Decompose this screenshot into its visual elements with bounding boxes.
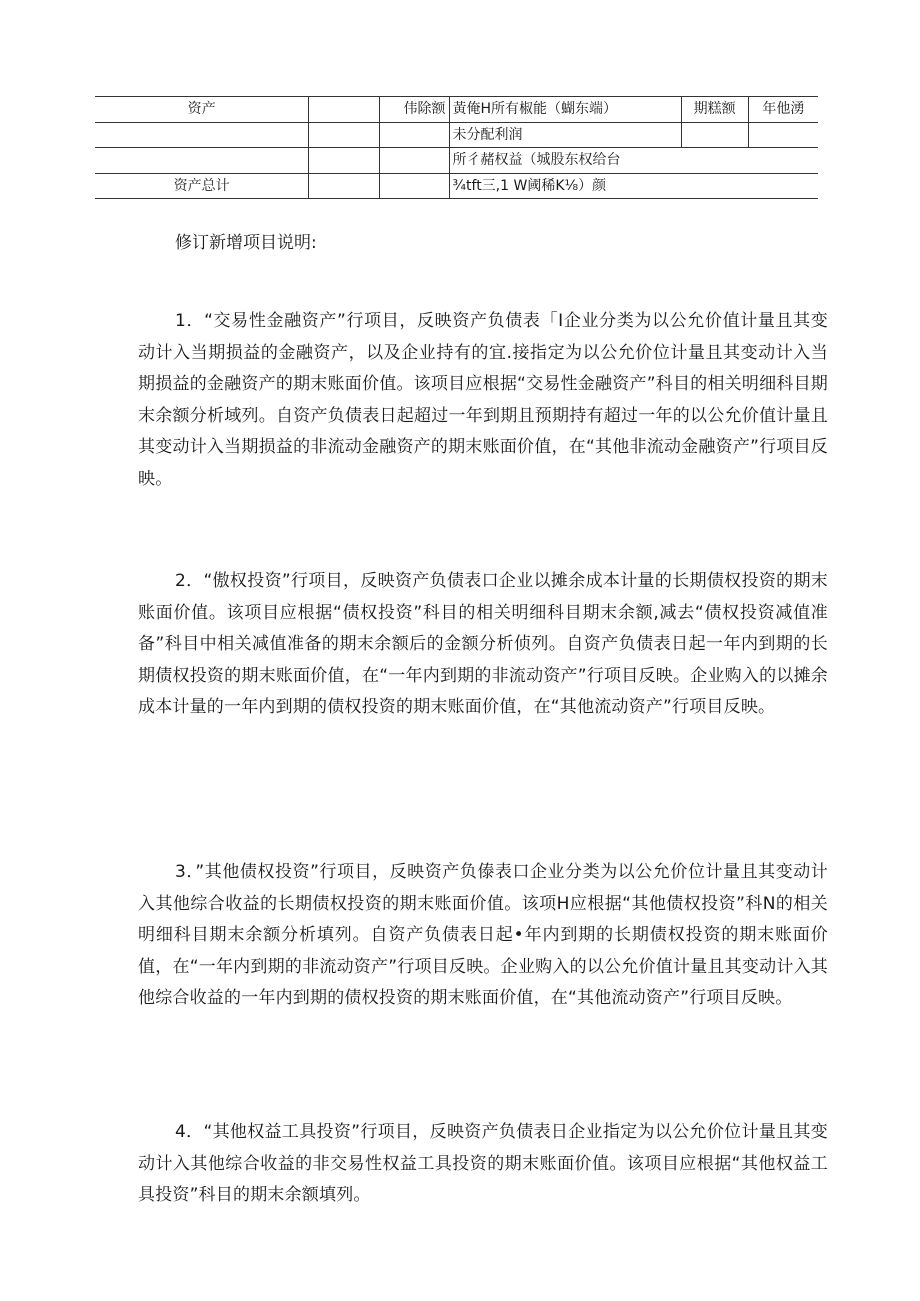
paragraph-1: 1．“交易性金融资产”行项目，反映资产负债表「I企业分类为以公允价值计量且其变动计入当期损益的金融资产，以及企业持有的宜.接指定为以公允价位计量且其变动计入当期损益的金融资产的期末账面价值。该项目应根据“交易性金融资产”科目的相关明细科目期末余额分析域列。自资产负债表日起超过一年到期且预期持有超过一年的以公允价值计量且其变动计入当期损益的非流动金融资产的期末账面价值，在“其他非流动金融资产”行项目反映。 xyxy=(138,311,828,489)
begin-balance-cell xyxy=(748,173,818,199)
begin-balance-cell xyxy=(748,148,818,174)
liability-cell: 黃俺H所有椒能（蝴东端） xyxy=(450,97,681,123)
liability-cell: 所彳赭权益（城股东权给台 xyxy=(450,148,748,174)
section-heading: 修订新增项目说明: xyxy=(175,233,317,253)
asset-cell xyxy=(95,148,309,174)
asset-cell: 资产 xyxy=(95,97,309,123)
blank-cell xyxy=(309,122,380,148)
amount-cell: 伟除额 xyxy=(380,97,450,123)
paragraph-2: 2．“傲权投资”行项目，反映资产负债表口企业以摊余成本计量的长期债权投资的期末账面价值。该项目应根据“债权投资”科目的相关明细科目期末余额,减去“债权投资减值准备”科目中相关减值准备的期末余额后的金额分析侦列。自资产负债表日起一年内到期的长期债权投资的期末账面价值，在“一年内到期的非流动资产”行项目反映。企业购入的以摊余成本计量的一年内到期的债权投资的期末账面价值，在“其他流动资产”行项目反映。 xyxy=(138,571,828,718)
asset-cell: 资产总计 xyxy=(95,173,309,199)
balance-sheet-table xyxy=(95,96,818,199)
amount-cell xyxy=(380,122,450,148)
end-balance-cell xyxy=(681,122,748,148)
table-row xyxy=(95,173,818,199)
amount-cell xyxy=(380,148,450,174)
paragraph-4: 4．“其他权益工具投资”行项目，反映资产负债表日企业指定为以公允价位计量且其变动计入其他综合收益的非交易性权益工具投资的期末账面价值。该项目应根据“其他权益工具投资”科目的期末余额填列。 xyxy=(138,1122,828,1206)
amount-cell xyxy=(380,173,450,199)
asset-cell xyxy=(95,122,309,148)
table-row xyxy=(95,97,818,123)
begin-balance-cell: 年他湧 xyxy=(748,97,818,123)
liability-cell: 未分配利润 xyxy=(450,122,681,148)
paragraph-3: 3．”其他债权投资”行项目，反映资产负傣表口企业分类为以公允价位计量且其变动计入其他综合收益的长期债权投资的期末账面价值。该项H应根据“其他债权投资”科N的相关明细科目期末余额分析填列。自资产负债表日起•年内到期的长期债权投资的期末账面价值，在“一年内到期的非流动资产”行项目反映。企业购入的以公允价值计量且其变动计入其他综合收益的一年内到期的债权投资的期末账面价值，在“其他流动资产”行项目反映。 xyxy=(138,862,828,1009)
begin-balance-cell xyxy=(748,122,818,148)
blank-cell xyxy=(309,148,380,174)
end-balance-cell: 期糕额 xyxy=(681,97,748,123)
table-row xyxy=(95,122,818,148)
blank-cell xyxy=(309,97,380,123)
liability-cell: ¾tft三,1 W阈稀K⅛）颜 xyxy=(450,173,748,199)
blank-cell xyxy=(309,173,380,199)
table-row xyxy=(95,148,818,174)
